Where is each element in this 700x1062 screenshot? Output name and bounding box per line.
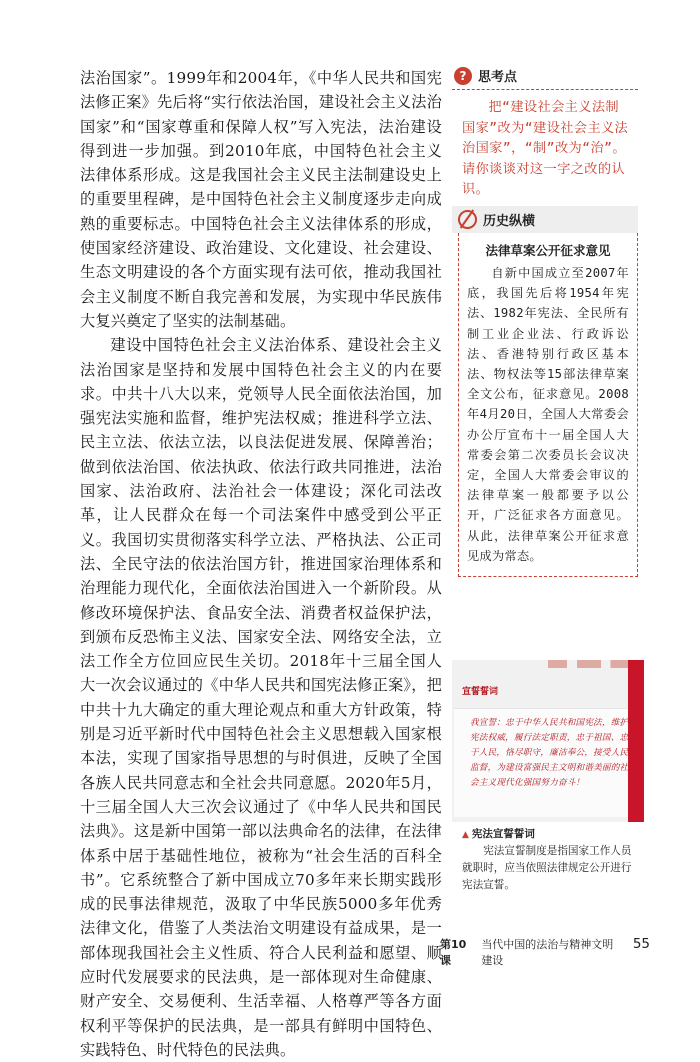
history-box: [452, 206, 638, 577]
page-footer: [440, 936, 650, 968]
history-box-title: 历史纵横: [483, 214, 536, 229]
history-box-header: [452, 206, 638, 233]
oath-text: 我宣誓：忠于中华人民共和国宪法，维护宪法权威，履行法定职责，忠于祖国、忠于人民，恪尽职守，廉洁奉公，接受人民监督，为建设富强民主文明和谐美丽的社会主义现代化强国努力奋斗！: [470, 718, 629, 788]
page-number: 55: [632, 936, 650, 952]
lesson-title: 当代中国的法治与精神文明建设: [481, 938, 614, 967]
oath-photo: [452, 660, 644, 822]
caption-title-row: [462, 826, 642, 841]
photo-red-bar: [628, 660, 644, 822]
caption-text: 宪法宣誓制度是指国家工作人员就职时，应当依照法律规定公开进行宪法宣誓。: [462, 845, 632, 891]
history-text: 自新中国成立至2007年底，我国先后将1954年宪法、1982年宪法、全民所有制工业企业法、行政诉讼法、香港特别行政区基本法、物权法等15部法律草案全文公布，征求意见。2008年4月20日，全国人大常委会办公厅宣布十一届全国人大常委会第二次委员长会议决定，全国人大常委会审议的法律草案一般都要予以公开，广泛征求各方面意见。从此，法律草案公开征求意见成为常态。: [467, 266, 629, 563]
question-mark-icon: ?: [454, 67, 472, 85]
triangle-icon: ▲: [462, 830, 469, 840]
photo-caption: [462, 826, 642, 894]
think-box: [452, 64, 638, 208]
caption-title: 宪法宣誓誓词: [471, 828, 535, 840]
paragraph: 建设中国特色社会主义法治体系、建设社会主义法治国家是坚持和发展中国特色社会主义的内在要求。中共十八大以来，党领导人民全面依法治国，加强宪法实施和监督，维护宪法权威；推进科学立法、民主立法、依法立法，以良法促进发展、保障善治；做到依法治国、依法执政、依法行政共同推进，法治国家、法治政府、法治社会一体建设；深化司法改革，让人民群众在每一个司法案件中感受到公平正义。我国切实贯彻落实科学立法、严格执法、公正司法、全民守法的依法治国方针，推进国家治理体系和治理能力现代化，全面依法治国进入一个新阶段。从修改环境保护法、食品安全法、消费者权益保护法，到颁布反恐怖主义法、国家安全法、网络安全法，立法工作全方位回应民生关切。2018年十三届全国人大一次会议通过的《中华人民共和国宪法修正案》，把中共十九大确定的重大理论观点和重大方针政策，特别是习近平新时代中国特色社会主义思想载入国家根本法，实现了国家指导思想的与时俱进，反映了全国各族人民共同意志和全社会共同意愿。2020年5月，十三届全国人大三次会议通过了《中华人民共和国民法典》。这是新中国第一部以法典命名的法律，在法律体系中居于基础性地位，被称为“社会生活的百科全书”。它系统整合了新中国成立70多年来长期实践形成的民事法律规范，汲取了中华民族5000多年优秀法律文化，借鉴了人类法治文明建设有益成果，是一部体现我国社会主义性质、符合人民利益和愿望、顺应时代发展要求的民法典，是一部体现对生命健康、财产安全、交易便利、生活幸福、人格尊严等各方面权利平等保护的民法典，是一部具有鲜明中国特色、实践特色、时代特色的民法典。: [80, 336, 442, 1059]
think-box-text: 把“建设社会主义法制国家”改为“建设社会主义法治国家”，“制”改为“治”。请你谈谈对这一字之改的认识。: [452, 89, 638, 208]
think-box-title: 思考点: [478, 70, 518, 85]
oath-tag: 宣誓誓词: [462, 687, 499, 697]
main-body-text: [80, 66, 442, 1062]
no-entry-circle-icon: [458, 210, 477, 229]
lesson-number: 第10课: [440, 938, 467, 967]
history-subtitle: 法律草案公开征求意见: [485, 243, 611, 258]
history-box-body: [458, 233, 638, 577]
paragraph: 法治国家”。1999年和2004年，《中华人民共和国宪法修正案》先后将“实行依法治国，建设社会主义法治国家”和“国家尊重和保障人权”写入宪法，法治建设得到进一步加强。到2010年底，中国特色社会主义法律体系形成。这是我国社会主义民主法制建设史上的重要里程碑，是中国特色社会主义制度逐步走向成熟的重要标志。中国特色社会主义法律体系的形成，使国家经济建设、政治建设、文化建设、社会建设、生态文明建设的各个方面实现有法可依，推动我国社会主义制度不断自我完善和发展，为实现中华民族伟大复兴奠定了坚实的法制基础。: [80, 69, 442, 330]
think-box-header: [452, 64, 638, 89]
